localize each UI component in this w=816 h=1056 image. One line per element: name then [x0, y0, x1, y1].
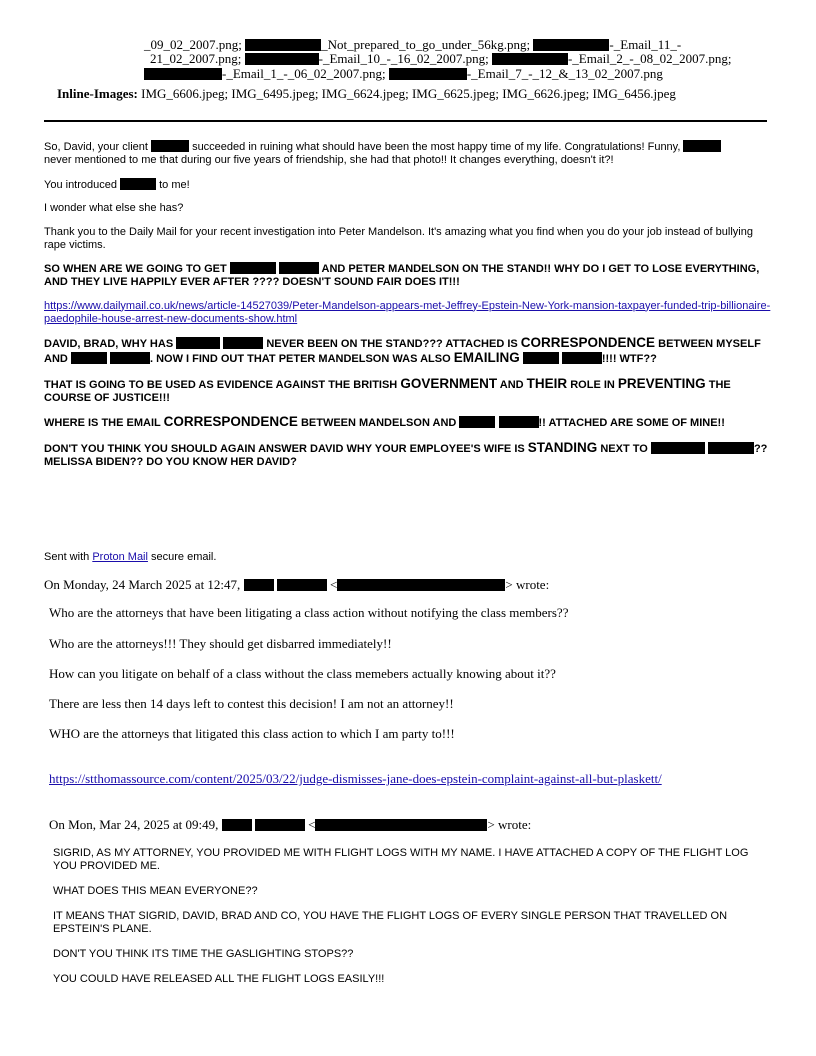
text: DON'T YOU THINK YOU SHOULD AGAIN ANSWER DAVID WHY YOUR EMPLOYEE'S WIFE IS [44, 442, 525, 455]
text: So, David, your client [44, 141, 148, 153]
text: SO WHEN ARE WE GOING TO GET [44, 263, 227, 275]
text: On Mon, Mar 24, 2025 at 09:49, [49, 817, 219, 832]
text: CORRESPONDENCE [520, 335, 656, 350]
paragraph [44, 415, 772, 430]
quote-line: WHO are the attorneys that litigated this class action to which I am party to!!! [49, 726, 455, 741]
text: BETWEEN MANDELSON AND [300, 417, 457, 429]
text: to me! [159, 178, 190, 191]
paragraph: I wonder what else she has? [44, 202, 184, 214]
quote-line: WHAT DOES THIS MEAN EVERYONE?? [53, 885, 258, 897]
quote-link-row [49, 771, 662, 787]
redaction-box [523, 352, 559, 364]
text: THAT IS GOING TO BE USED AS EVIDENCE AGAINST THE BRITISH [44, 378, 398, 391]
attachment-name[interactable]: -_Email_1_-_06_02_2007.png; [222, 66, 386, 81]
quote-line: Who are the attorneys that have been litigating a class action without notifying the class members?? [49, 605, 569, 620]
text: !! ATTACHED ARE SOME OF MINE!! [538, 417, 725, 429]
quote-line: DON'T YOU THINK ITS TIME THE GASLIGHTING STOPS?? [53, 948, 354, 960]
text: AND [499, 378, 524, 391]
redaction-box [315, 819, 487, 831]
text: < [330, 577, 338, 592]
redaction-box [533, 39, 609, 51]
redaction-box [499, 416, 539, 428]
redaction-box [651, 442, 705, 454]
text: THE COURSE OF JUSTICE!!! [44, 378, 731, 404]
message-body [44, 140, 772, 479]
paragraph [44, 441, 772, 469]
text: succeeded in ruining what should have been the most happy time of my life. Congratulations! Funny, [192, 141, 681, 153]
paragraph [44, 336, 772, 366]
redaction-box [245, 39, 321, 51]
attachment-name[interactable]: -_Email_10_-_16_02_2007.png; [318, 51, 489, 66]
quote-line: Who are the attorneys!!! They should get disbarred immediately!! [49, 636, 392, 651]
redaction-box [459, 416, 495, 428]
paragraph [44, 300, 772, 326]
text: > wrote: [487, 817, 532, 832]
text: CORRESPONDENCE [163, 414, 298, 429]
text: NEXT TO [600, 442, 648, 455]
paragraph [44, 140, 772, 167]
attachments-line-3 [144, 67, 663, 82]
attachment-name[interactable]: -_Email_7_-_12_&_13_02_2007.png [466, 66, 663, 81]
redaction-box [337, 579, 505, 591]
quote-line: There are less then 14 days left to contest this decision! I am not an attorney!! [49, 696, 454, 711]
quote-header [44, 577, 549, 593]
text: ?? MELISSA BIDEN?? DO YOU KNOW HER DAVID? [44, 442, 768, 468]
text: NEVER BEEN ON THE STAND??? ATTACHED IS [266, 338, 518, 350]
inline-images-label: Inline-Images: [57, 86, 138, 101]
quote-line: How can you litigate on behalf of a class without the class memebers actually knowing about it?? [49, 666, 556, 681]
text: EMAILING [453, 350, 520, 365]
inline-images-value: IMG_6606.jpeg; IMG_6495.jpeg; IMG_6624.jpeg; IMG_6625.jpeg; IMG_6626.jpeg; IMG_6456.jpeg [141, 86, 676, 101]
text: DAVID, BRAD, WHY HAS [44, 338, 174, 350]
text: PREVENTING [617, 375, 706, 391]
proton-mail-link[interactable]: Proton Mail [92, 551, 148, 563]
text: !!!! WTF?? [601, 353, 657, 365]
quote-line: SIGRID, AS MY ATTORNEY, YOU PROVIDED ME WITH FLIGHT LOGS WITH MY NAME. I HAVE ATTACHED A COPY OF THE FLIGHT LOG YOU PROVIDED ME. [53, 847, 749, 872]
redaction-box [144, 68, 222, 80]
paragraph [44, 262, 772, 289]
attachment-name[interactable]: 21_02_2007.png; [150, 51, 242, 66]
text: WHERE IS THE EMAIL [44, 417, 161, 429]
redaction-box [71, 352, 107, 364]
redaction-box [279, 262, 319, 274]
redaction-box [223, 337, 263, 349]
text: Sent with [44, 551, 90, 563]
text: secure email. [151, 551, 217, 563]
quote-line: YOU COULD HAVE RELEASED ALL THE FLIGHT LOGS EASILY!!! [53, 973, 385, 985]
redaction-box [110, 352, 150, 364]
redaction-box [176, 337, 220, 349]
paragraph [44, 178, 772, 192]
quote-header [49, 817, 531, 833]
signature [44, 551, 216, 563]
text: < [308, 817, 316, 832]
redaction-box [255, 819, 305, 831]
redaction-box [222, 819, 252, 831]
attachments-line-2 [150, 52, 732, 67]
text: BETWEEN MYSELF AND [44, 338, 761, 365]
paragraph [44, 377, 772, 405]
text: AND PETER MANDELSON ON THE STAND!! WHY DO I GET TO LOSE EVERYTHING, AND THEY LIVE HAPPILY EVER AFTER ???? DOESN'T SOUND FAIR DOES IT!!! [44, 263, 760, 288]
attachment-name[interactable]: _Not_prepared_to_go_under_56kg.png; [321, 37, 531, 52]
attachment-name[interactable]: -_Email_11_- [609, 37, 682, 52]
redaction-box [151, 140, 189, 152]
redaction-box [562, 352, 602, 364]
redaction-box [492, 53, 568, 65]
redaction-box [683, 140, 721, 152]
quote-body [53, 847, 773, 998]
header-divider [44, 120, 767, 122]
daily-mail-link[interactable]: https://www.dailymail.co.uk/news/article-14527039/Peter-Mandelson-appears-met-Jeffrey-Epstein-New-York-mansion-taxpayer-funded-trip-billionaire-paedophile-house-arrest-new-documents-show.html [44, 299, 771, 325]
redaction-box [708, 442, 754, 454]
redaction-box [245, 53, 319, 65]
stthomassource-link[interactable]: https://stthomassource.com/content/2025/03/22/judge-dismisses-jane-does-epstein-complaint-against-all-but-plaskett/ [49, 771, 662, 786]
text: . NOW I FIND OUT THAT PETER MANDELSON WAS ALSO [149, 353, 451, 365]
attachment-name[interactable]: _09_02_2007.png; [144, 37, 242, 52]
inline-images [57, 86, 676, 102]
redaction-box [120, 178, 156, 190]
quote-line: IT MEANS THAT SIGRID, DAVID, BRAD AND CO, YOU HAVE THE FLIGHT LOGS OF EVERY SINGLE PERSON THAT TRAVELLED ON EPSTEIN'S PLANE. [53, 910, 728, 935]
paragraph: Thank you to the Daily Mail for your recent investigation into Peter Mandelson. It's amazing what you find when you do your job instead of bullying rape victims. [44, 225, 753, 251]
text: STANDING [527, 439, 598, 455]
attachment-name[interactable]: -_Email_2_-_08_02_2007.png; [567, 51, 732, 66]
text: ROLE IN [570, 378, 615, 391]
text: > wrote: [505, 577, 550, 592]
text: You introduced [44, 178, 117, 191]
redaction-box [230, 262, 276, 274]
text: GOVERNMENT [400, 375, 498, 391]
redaction-box [389, 68, 467, 80]
redaction-box [244, 579, 274, 591]
text: never mentioned to me that during our five years of friendship, she had that photo!! It changes everything, doesn't it?! [44, 154, 614, 166]
redaction-box [277, 579, 327, 591]
text: THEIR [526, 375, 568, 391]
text: On Monday, 24 March 2025 at 12:47, [44, 577, 241, 592]
